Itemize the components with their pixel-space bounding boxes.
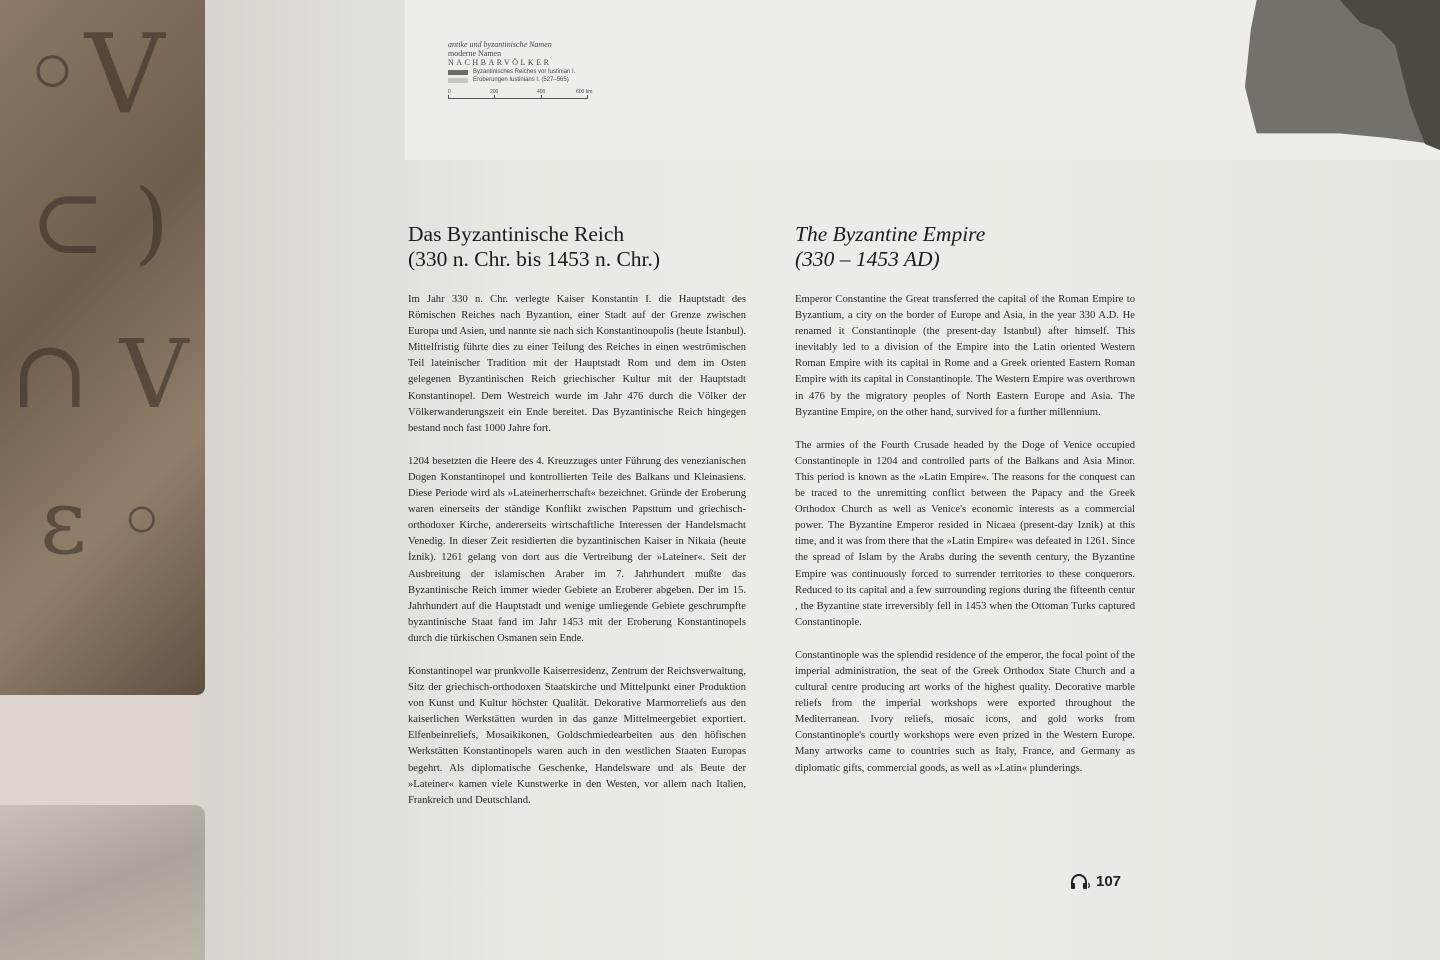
scale-tick bbox=[541, 95, 542, 99]
legend-neighbours: NACHBARVÖLKER bbox=[448, 58, 552, 67]
english-text-column bbox=[795, 222, 1135, 794]
legend-swatch bbox=[448, 70, 468, 75]
english-title-line2: (330 – 1453 AD) bbox=[795, 247, 940, 271]
marble-relief-slab bbox=[0, 805, 205, 960]
german-title-line1: Das Byzantinische Reich bbox=[408, 222, 625, 246]
scale-line bbox=[448, 98, 588, 99]
map-legend bbox=[448, 40, 608, 107]
map-scale-bar bbox=[448, 89, 608, 107]
legend-ancient-names: antike und byzantinische Namen bbox=[448, 40, 552, 49]
headphones-icon bbox=[1070, 874, 1092, 890]
english-title bbox=[795, 222, 1135, 272]
german-paragraph: Konstantinopel war prunkvolle Kaiserresidenz, Zentrum der Reichsverwaltung, Sitz der griechisch-orthodoxen Staatskirche und Mittelpunkt einer Produktion von Kunst und Kultur höchster Qualität. Dekorative Marmorreliefs aus den kaiserlichen Werkstätten wurden in das ganze Mittelmeergebiet exportiert. Elfenbeinreliefs, Mosaikikonen, Goldschmiedearbeiten aus den höfischen Werkstätten Konstantinopels waren auch in den westlichen Staaten Europas begehrt. Als diplomatische Geschenke, Handelsware und als Beute der »Lateiner« kamen viele Kunstwerke in den Westen, vor allem nach Italien, Frankreich und Deutschland. bbox=[408, 665, 746, 806]
scale-label: 0 bbox=[448, 89, 451, 95]
scale-label: 200 bbox=[490, 89, 499, 95]
carved-stone-slab bbox=[0, 0, 205, 695]
english-paragraph: The armies of the Fourth Crusade headed by the Doge of Venice occupied Constantinople in 1204 and controlled parts of the Balkans and Asia Minor. This period is known as the »Latin Empire«. The reasons for the conquest can be traced to the unremitting conflict between the Papacy and the Greek Orthodox Church as well as Venice's economic interests as a commercial power. The Byzantine Emperor resided in Nicaea (present-day Iznik) at this time, and it was from there that the »Latin Empire« was defeated in 1261. Since the spread of Islam by the Arabs during the seventh century, the Byzantine Empire was continuously forced to surrender territories to these conquerors. Reduced to its capital and a few surrounding regions during the fifteenth centur , the Byzantine state irreversibly fell in 1453 when the Ottoman Turks captured Constantinople. bbox=[795, 439, 1135, 628]
scale-tick bbox=[494, 95, 495, 99]
scale-tick bbox=[448, 95, 449, 99]
scale-label: 400 bbox=[537, 89, 546, 95]
legend-item-label: Byzantinisches Reiches vor Iustinian I. bbox=[473, 69, 576, 75]
legend-item bbox=[448, 69, 608, 75]
legend-item-label: Eroberungen Iustinians I. (527–565) bbox=[473, 77, 569, 83]
english-paragraph: Constantinople was the splendid residence of the emperor, the focal point of the imperial administration, the seat of the Greek Orthodox State Church and a cultural centre producing art works of the highest quality. Decorative marble reliefs from the imperial workshops were exported throughout the Mediterranean. Ivory reliefs, mosaic icons, and gold works from Constantinople's courtly workshops were even prized in the Western Europe. Many artworks came to countries such as Italy, France, and Germany as diplomatic gifts, commercial goods, as well as »Latin« plunderings. bbox=[795, 649, 1135, 774]
german-text-column bbox=[408, 222, 746, 826]
legend-modern-names: moderne Namen bbox=[448, 49, 502, 58]
german-paragraph: 1204 besetzten die Heere des 4. Kreuzzuges unter Führung des venezianischen Dogen Konstantinopel und kontrollierten Teile des Balkans und Kleinasiens. Diese Periode wird als »Lateinerherrschaft« bezeichnet. Gründe der Eroberung waren einerseits der ständige Konflikt zwischen Papsttum und griechisch-orthodoxer Kirche, andererseits wirtschaftliche Interessen der Handelsmacht Venedig. In dieser Zeit residierten die byzantinischen Kaiser in Nikaia (heute İznik). 1261 gelang von dort aus die Vertreibung der »Lateiner«. Seit der Ausbreitung der islamischen Araber im 7. Jahrhundert mußte das Byzantinische Reich immer wieder Gebiete an Eroberer abgeben. Der im 15. Jahrhundert auf die Hauptstadt und wenige umliegende Gebiete geschrumpfte byzantinische Staat fand im Jahr 1453 mit der Eroberung Konstantinopels durch die türkischen Osmanen sein Ende. bbox=[408, 455, 746, 644]
carving-mark: ⊂ ) bbox=[30, 170, 170, 275]
audio-guide-label bbox=[1070, 873, 1121, 890]
carving-mark: ◦V bbox=[20, 10, 165, 138]
legend-swatch bbox=[448, 78, 468, 83]
scale-label: 600 km bbox=[576, 89, 593, 95]
english-title-line1: The Byzantine Empire bbox=[795, 222, 986, 246]
german-title bbox=[408, 222, 746, 272]
audio-guide-number: 107 bbox=[1096, 873, 1122, 890]
german-title-line2: (330 n. Chr. bis 1453 n. Chr.) bbox=[408, 247, 661, 271]
english-paragraph: Emperor Constantine the Great transferred the capital of the Roman Empire to Byzantium, a city on the border of Europe and Asia, in the year 330 A.D. He renamed it Constantinople (the present-day Istanbul) after himself. This inevitably led to a division of the Empire into the Latin oriented Western Roman Empire with its capital in Rome and a Greek oriented Eastern Roman Empire with its capital in Constantinople. The Western Empire was overthrown in 476 by the migratory peoples of North Eastern Europe and Asia. The Byzantine Empire, on the other hand, survived for a further millennium. bbox=[795, 294, 1135, 418]
legend-item bbox=[448, 77, 608, 83]
carving-mark: ∩ Ⅴ bbox=[10, 320, 189, 430]
german-paragraph: Im Jahr 330 n. Chr. verlegte Kaiser Konstantin I. die Hauptstadt des Römischen Reiches nach Byzantion, einer Stadt auf der Grenze zwischen Europa und Asien, und nannte sie nach sich Konstantinoupolis (heute İstanbul). Mittelfristig führte dies zu einer Teilung des Reiches in einen weströmischen Teil lateinischer Tradition mit der Hauptstadt Rom und dem im Osten gelegenen Byzantinischen Reich griechischer Kultur mit der Hauptstadt Konstantinopel. Dem Westreich wurde im Jahr 476 durch die Völker der Völkerwanderungszeit ein Ende bereitet. Das Byzantinische Reich hingegen bestand noch fast 1000 Jahre fort. bbox=[408, 294, 746, 434]
scale-tick bbox=[587, 95, 588, 99]
carving-mark: ε ◦ bbox=[40, 470, 169, 575]
